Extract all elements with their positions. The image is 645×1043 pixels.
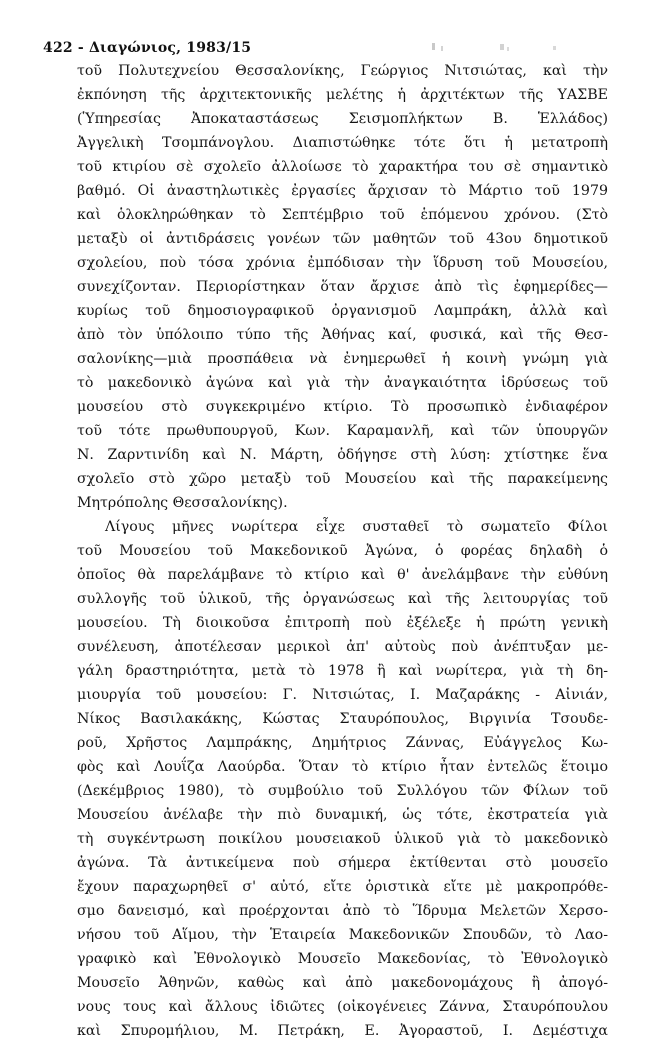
text-line-paragraph-end: Μητρόπολης Θεσσαλονίκης). [77,495,288,511]
text-line: τοῦ Πολυτεχνείου Θεσσαλονίκης, Γεώργιος Νιτσιώτας, καὶ τὴν [77,63,608,79]
text-line: μουσείου στὸ συγκεκριμένο κτίριο. Τὸ προσωπικὸ ἐνδιαφέρον [77,399,608,415]
text-line: ἔχουν παραχωρηθεῖ σ' αὐτό, εἴτε ὁριστικὰ εἴτε μὲ μακροπρόθε- [77,879,608,895]
text-line: συνεχίζονταν. Περιορίστηκαν ὅταν ἄρχισε ἀπὸ τὶς ἐφημερίδες— [77,279,608,295]
text-line: ροῦ, Χρῆστος Λαμπράκης, Δημήτριος Ζάννας, Εὐάγγελος Κω- [77,735,608,751]
text-line: ὁποῖος θὰ παρελάμβανε τὸ κτίριο καὶ θ' ἀνελάμβανε τὴν εὐθύνη [77,567,608,583]
text-line: συλλογῆς τοῦ ὑλικοῦ, τῆς ὀργανώσεως καὶ τῆς λειτουργίας τοῦ [77,591,608,607]
text-line: μεταξὺ οἱ ἀντιδράσεις γονέων τῶν μαθητῶν τοῦ 43ου δημοτικοῦ [77,231,608,247]
scan-speck [432,43,435,50]
text-line: Μουσεῖο Ἀθηνῶν, καθὼς καὶ ἀπὸ μακεδονομάχους ἢ ἀπογό- [77,975,608,991]
scan-speck [500,44,504,50]
text-line: (Δεκέμβριος 1980), τὸ συμβούλιο τοῦ Συλλόγου τῶν Φίλων τοῦ [77,783,608,799]
text-line: Νίκος Βασιλακάκης, Κώστας Σταυρόπουλος, Βιργινία Τσουδε- [77,711,608,727]
text-line: τοῦ τότε πρωθυπουργοῦ, Κων. Καραμανλῆ, καὶ τῶν ὑπουργῶν [77,423,608,439]
text-line: σμο δανεισμό, καὶ προέρχονται ἀπὸ τὸ Ἵδρυμα Μελετῶν Χερσο- [77,903,608,919]
text-line: νους τους καὶ ἄλλους ἰδιῶτες (οἰκογένειες Ζάννα, Σταυρόπουλου [77,999,608,1015]
text-line: Ν. Ζαρντινίδη καὶ Ν. Μάρτη, ὁδήγησε στὴ λύση: χτίστηκε ἕνα [77,447,608,463]
body-text [77,59,608,1043]
text-line: Μουσείου ἀνέλαβε τὴν πιὸ δυναμική, ὡς τότε, ἐκστρατεία γιὰ [77,807,608,823]
text-line: συνέλευση, ἀποτέλεσαν μερικοὶ ἀπ' αὐτοὺς ποὺ ἀνέπτυξαν με- [77,639,608,655]
text-line-paragraph-start: Λίγους μῆνες νωρίτερα εἶχε συσταθεῖ τὸ σωματεῖο Φίλοι [105,519,608,535]
text-line: γραφικὸ καὶ Ἐθνολογικὸ Μουσεῖο Μακεδονίας, τὸ Ἐθνολογικὸ [77,951,608,967]
scan-speck [553,46,556,50]
text-line: τὸ μακεδονικὸ ἀγώνα καὶ γιὰ τὴν ἀναγκαιότητα ἱδρύσεως τοῦ [77,375,608,391]
text-line: βαθμό. Οἱ ἀναστηλωτικὲς ἐργασίες ἄρχισαν τὸ Μάρτιο τοῦ 1979 [77,183,608,199]
text-line: τοῦ Μουσείου τοῦ Μακεδονικοῦ Ἀγώνα, ὁ φορέας δηλαδὴ ὁ [77,543,608,559]
text-line: ἐκπόνηση τῆς ἀρχιτεκτονικῆς μελέτης ἡ ἀρχιτέκτων τῆς ΥΑΣΒΕ [77,87,608,103]
text-line: νήσου τοῦ Αἵμου, τὴν Ἑταιρεία Μακεδονικῶν Σπουδῶν, τὸ Λαο- [77,927,608,943]
text-line: σχολείου, ποὺ τόσα χρόνια ἐμπόδισαν τὴν ἵδρυση τοῦ Μουσείου, [77,255,608,271]
text-line: γάλη δραστηριότητα, μετὰ τὸ 1978 ἢ καὶ νωρίτερα, γιὰ τὴ δη- [77,663,608,679]
text-line: καὶ ὁλοκληρώθηκαν τὸ Σεπτέμβριο τοῦ ἑπόμενου χρόνου. (Στὸ [77,207,608,223]
text-line: καὶ Σπυρομήλιου, Μ. Πετράκη, Ε. Ἀγοραστοῦ, Ι. Δεμέστιχα [77,1023,608,1039]
text-line: ἀπὸ τὸν ὑπόλοιπο τύπο τῆς Ἀθήνας καί, φυσικά, καὶ τῆς Θεσ- [77,327,608,343]
text-line: τὴ συγκέντρωση ποικίλου μουσειακοῦ ὑλικοῦ γιὰ τὸ μακεδονικὸ [77,831,608,847]
text-line: μιουργία τοῦ μουσείου: Γ. Νιτσιώτας, Ι. Μαζαράκης - Αἰνιάν, [77,687,608,703]
text-line: κυρίως τοῦ δημοσιογραφικοῦ ὀργανισμοῦ Λαμπράκη, ἀλλὰ καὶ [77,303,608,319]
text-line: ἀγώνα. Τὰ ἀντικείμενα ποὺ σήμερα ἐκτίθενται στὸ μουσεῖο [77,855,608,871]
running-head: 422 - Διαγώνιος, 1983/15 [43,40,252,56]
text-line: (Ὑπηρεσίας Ἀποκαταστάσεως Σεισμοπλήκτων Β. Ἑλλάδος) [77,111,608,127]
text-line: τοῦ κτιρίου σὲ σχολεῖο ἀλλοίωσε τὸ χαρακτήρα του σὲ σημαντικὸ [77,159,608,175]
text-line: φὸς καὶ Λουΐζα Λαούρδα. Ὅταν τὸ κτίριο ἦταν ἐντελῶς ἕτοιμο [77,759,608,775]
text-line: μουσείου. Τὴ διοικοῦσα ἐπιτροπὴ ποὺ ἐξέλεξε ἡ πρώτη γενικὴ [77,615,608,631]
scan-speck [507,47,509,51]
scan-speck [441,46,443,51]
text-line: σαλονίκης—μιὰ προσπάθεια νὰ ἐνημερωθεῖ ἡ κοινὴ γνώμη γιὰ [77,351,608,367]
text-line: Ἀγγελικὴ Τσομπάνογλου. Διαπιστώθηκε τότε ὅτι ἡ μετατροπὴ [77,135,608,151]
text-line: σχολεῖο στὸ χῶρο μεταξὺ τοῦ Μουσείου καὶ τῆς παρακείμενης [77,471,608,487]
